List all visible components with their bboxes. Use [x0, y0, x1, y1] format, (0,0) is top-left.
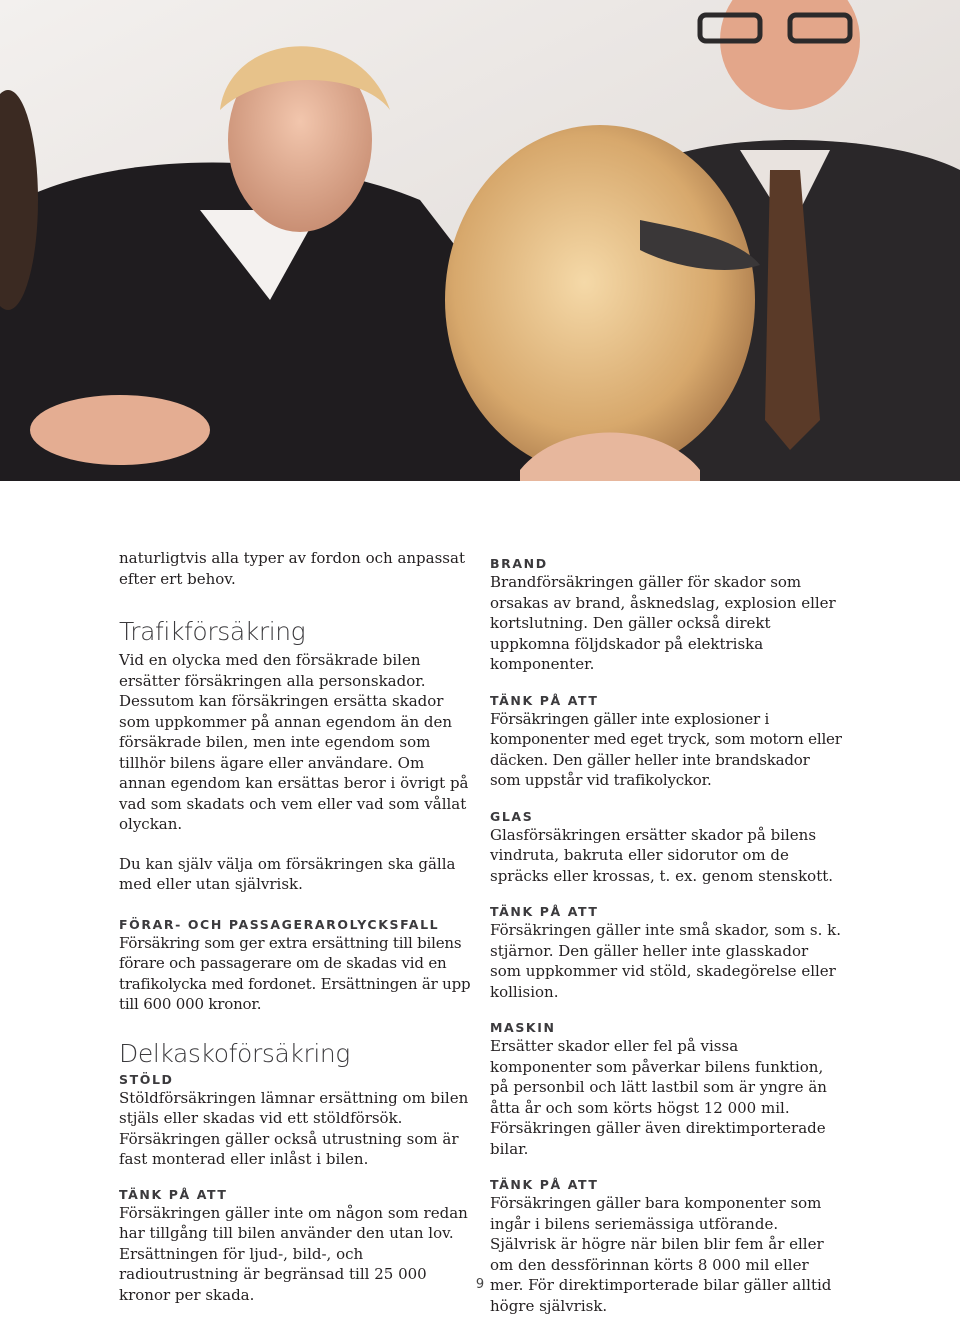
left-column — [119, 548, 471, 1319]
glass-text: Glasförsäkringen ersätter skador på bilens vindruta, bakruta eller sidorutor om de spräcks eller krossas, t. ex. genom stenskott. — [490, 825, 834, 885]
theft-text: Stöldförsäkringen lämnar ersättning om bilen stjäls eller skadas vid ett stöldförsök. Försäkringen gäller också utrustning som är fast monterad eller inlåst i bilen. — [119, 1088, 469, 1168]
partial-insurance-heading: Delkaskoförsäkring — [119, 1038, 350, 1068]
fire-note-heading: TÄNK PÅ ATT — [490, 692, 599, 708]
theft-note-text: Försäkringen gäller inte om någon som redan har tillgång till bilen använder den utan lov. Ersättningen för ljud-, bild-, och radioutrustning är begränsad till 25 000 kronor per skada. — [119, 1203, 468, 1304]
machine-note-heading: TÄNK PÅ ATT — [490, 1177, 599, 1192]
fire-section — [490, 556, 842, 675]
right-column — [490, 556, 842, 1319]
glass-note-heading: TÄNK PÅ ATT — [490, 904, 599, 919]
header-photo — [0, 0, 960, 481]
traffic-insurance-heading: Trafikförsäkring — [119, 617, 306, 646]
accident-heading: FÖRAR- OCH PASSAGERAROLYCKSFALL — [119, 916, 440, 932]
glass-note-text: Försäkringen gäller inte små skador, som s. k. stjärnor. Den gäller heller inte glasskador som uppkommer vid stöld, skadegörelse eller kollision. — [490, 921, 842, 1001]
accident-section — [119, 917, 471, 1015]
fire-note-section — [490, 693, 842, 791]
fire-heading: BRAND — [490, 556, 548, 571]
fire-note-text: Försäkringen gäller inte explosioner i komponenter med eget tryck, som motorn eller däcken. Den gäller heller inte brandskador som uppstår vid trafikolyckor. — [490, 709, 842, 789]
machine-heading: MASKIN — [490, 1020, 556, 1035]
glass-heading: GLAS — [490, 808, 534, 824]
theft-section — [119, 1072, 471, 1170]
theft-note-heading: TÄNK PÅ ATT — [119, 1186, 228, 1202]
machine-note-text: Försäkringen gäller bara komponenter som ingår i bilens seriemässiga utförande. Självrisk är högre när bilen blir fem år eller om den dessförinnan körts 8 000 mil eller mer. För direktimporterade bilar gäller alltid högre självrisk. — [490, 1194, 832, 1315]
glass-section — [490, 809, 842, 887]
machine-section — [490, 1020, 842, 1159]
deductible-text: Du kan själv välja om försäkringen ska gälla med eller utan självrisk. — [119, 854, 456, 893]
glass-note-section — [490, 904, 842, 1002]
machine-text: Ersätter skador eller fel på vissa komponenter som påverkar bilens funktion, på personbil och lätt lastbil som är yngre än åtta år och som körts högst 12 000 mil. Försäkringen gäller även direktimporterade bilar. — [490, 1037, 827, 1158]
accident-text: Försäkring som ger extra ersättning till bilens förare och passagerare om de skadas vid en trafikolycka med fordonet. Ersättningen är upp till 600 000 kronor. — [119, 933, 471, 1013]
intro-text: naturligtvis alla typer av fordon och anpassat efter ert behov. — [119, 549, 465, 588]
theft-heading: STÖLD — [119, 1071, 174, 1087]
fire-text: Brandförsäkringen gäller för skador som orsakas av brand, åsknedslag, explosion eller kortslutning. Den gäller också direkt uppkomna följdskador på elektriska komponenter. — [490, 573, 836, 673]
page-number: 9 — [475, 1277, 485, 1292]
machine-note-section — [490, 1177, 842, 1316]
traffic-insurance-text: Vid en olycka med den försäkrade bilen ersätter försäkringen alla personskador. Dessutom kan försäkringen ersätta skador som uppkommer på annan egendom än den försäkrade bilen, men inte egendom som tillhör bilens ägare eller användare. Om annan egendom kan ersättas beror i övrigt på vad som skadats och vem eller vad som vållat olyckan. — [119, 651, 469, 833]
